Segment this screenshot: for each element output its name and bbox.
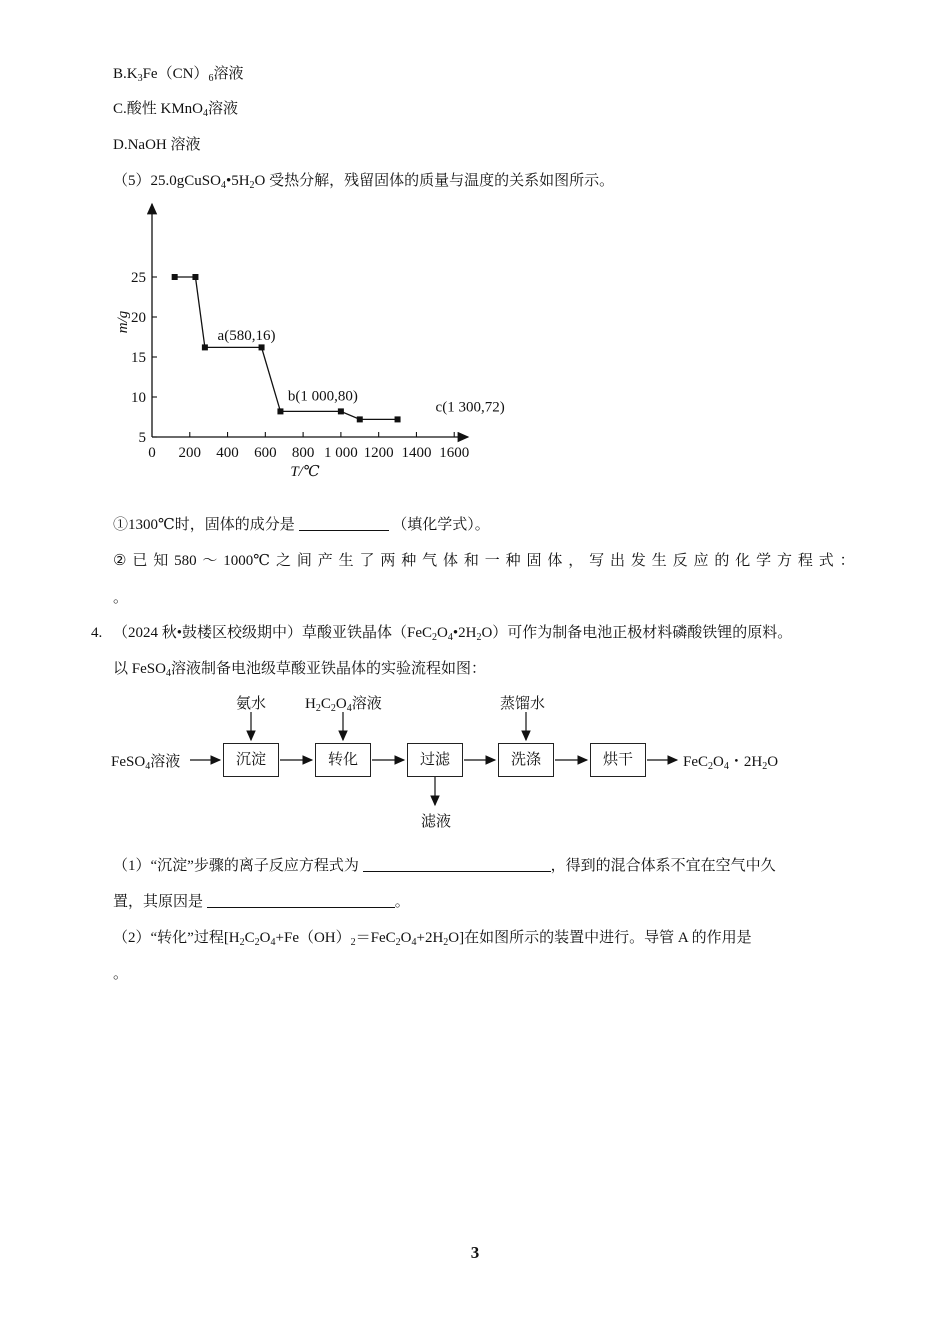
data-point <box>357 416 363 422</box>
data-point <box>338 408 344 414</box>
sub2-char: 气 <box>422 553 438 569</box>
question-4-2-line1: （2）“转化”过程$[H_2C_2O_4+Fe(OH)_2=FeC_2O_4+2H_2O]$在如图所示的装置中进行。导管 A 的作用是 <box>113 930 752 948</box>
sub2-char: 已 <box>132 553 148 569</box>
sub2-char: 了 <box>359 553 375 569</box>
y-tick-label: 5 <box>138 430 146 446</box>
sub2-char: 产 <box>317 553 333 569</box>
question-5-sub2 <box>113 551 855 571</box>
sub2-char: 之 <box>275 553 291 569</box>
step-wash: 洗涤 <box>498 743 554 777</box>
x-tick-label: 1600 <box>439 445 470 461</box>
question-4-1-line1: （1）“沉淀”步骤的离子反应方程式为 ，得到的混合体系不宜在空气中久 <box>113 858 776 874</box>
flow-start: FeSO$_4$溶液 <box>111 754 181 772</box>
sub2-char: 两 <box>380 553 396 569</box>
sub2-char: 发 <box>630 553 646 569</box>
x-tick-label: 200 <box>178 445 202 461</box>
x-tick-label: 0 <box>148 445 156 461</box>
data-point <box>277 408 283 414</box>
page-number: 3 <box>470 1243 480 1262</box>
sub2-char: 式 <box>818 553 834 569</box>
data-point <box>172 274 178 280</box>
option-d: D.NaOH 溶液 <box>113 137 201 153</box>
sub2-char: 体 <box>442 553 458 569</box>
question-4-1-line2: 置，其原因是 。 <box>113 894 410 910</box>
sub2-char: 程 <box>797 553 813 569</box>
sub2-char: 和 <box>463 553 479 569</box>
mass-temperature-chart <box>110 200 505 485</box>
step-filter: 过滤 <box>407 743 463 777</box>
sub2-char: ～ <box>202 553 218 569</box>
data-point <box>259 344 265 350</box>
sub2-char: 种 <box>505 553 521 569</box>
answer-blank-1[interactable] <box>299 516 389 531</box>
sub2-char: 出 <box>609 553 625 569</box>
data-point <box>192 274 198 280</box>
output-filtrate: 滤液 <box>421 814 452 830</box>
sub2-char: 应 <box>693 553 709 569</box>
y-tick-label: 10 <box>131 390 146 406</box>
y-axis-label: m/g <box>115 310 131 334</box>
question-4-stem-line2: 以 FeSO$_4$溶液制备电池级草酸亚铁晶体的实验流程如图： <box>113 661 486 679</box>
x-tick-label: 600 <box>254 445 277 461</box>
x-axis-label: T/℃ <box>290 464 320 480</box>
answer-blank-3[interactable] <box>207 893 395 908</box>
sub2-char: 体 <box>547 553 563 569</box>
point-annotation: a(580,16) <box>217 328 276 344</box>
sub2-char: 580 <box>174 553 197 569</box>
step-precipitate: 沉淀 <box>223 743 279 777</box>
x-tick-label: 400 <box>216 445 239 461</box>
question-4-2-end: 。 <box>113 966 129 982</box>
sub2-char: 化 <box>735 553 751 569</box>
question-4-stem-line1: （2024 秋•鼓楼区校级期中）草酸亚铁晶体$(FeC_2O_4•2H_2O)$可作为制备电池正极材料磷酸铁锂的原料。 <box>113 625 793 643</box>
sub2-char: 种 <box>401 553 417 569</box>
sub2-char: 写 <box>589 553 605 569</box>
sub2-char: 间 <box>296 553 312 569</box>
data-point <box>395 416 401 422</box>
sub2-char: ： <box>839 553 855 569</box>
input-ammonia: 氨水 <box>236 696 267 712</box>
option-b: $B.K_3Fe(CN)_6$溶液 <box>113 66 244 84</box>
y-tick-label: 25 <box>131 270 146 286</box>
sub2-char: ， <box>568 553 584 569</box>
question-5-stem: $(5)25.0gCuSO_4•5H_2O$ 受热分解，残留固体的质量与温度的关系如图所示。 <box>113 173 615 191</box>
sub2-char: 方 <box>776 553 792 569</box>
x-tick-label: 1 000 <box>324 445 358 461</box>
option-c: C.酸性 KMnO$_4$溶液 <box>113 101 239 119</box>
sub2-char: 学 <box>756 553 772 569</box>
sub2-char: 生 <box>338 553 354 569</box>
input-distilled-water: 蒸馏水 <box>500 696 546 712</box>
question-4-number: 4. <box>91 625 103 641</box>
x-tick-label: 1400 <box>401 445 432 461</box>
x-tick-label: 1200 <box>363 445 394 461</box>
question-5-end: 。 <box>113 590 129 606</box>
sub2-char: 生 <box>651 553 667 569</box>
answer-blank-2[interactable] <box>363 857 551 872</box>
flow-product: $FeC_2O_4$・$2H_2O$ <box>683 754 779 772</box>
sub2-char: 知 <box>153 553 169 569</box>
sub2-char: 一 <box>484 553 500 569</box>
point-annotation: b(1 000,80) <box>287 388 358 405</box>
y-tick-label: 20 <box>131 310 146 326</box>
question-5-sub1: ①1300℃时，固体的成分是 （填化学式）。 <box>113 517 490 533</box>
x-tick-label: 800 <box>291 445 315 461</box>
data-point <box>202 344 208 350</box>
input-oxalic-acid: $H_2C_2O_4$溶液 <box>305 696 382 714</box>
sub2-char: 的 <box>714 553 730 569</box>
sub2-char: ② <box>113 553 127 569</box>
sub2-char: 反 <box>672 553 688 569</box>
step-convert: 转化 <box>315 743 371 777</box>
series-line <box>175 277 398 419</box>
sub2-char: 1000℃ <box>223 553 271 569</box>
step-dry: 烘干 <box>590 743 646 777</box>
sub2-char: 固 <box>526 553 542 569</box>
point-annotation: c(1 300,72) <box>435 399 505 416</box>
y-tick-label: 15 <box>131 350 146 366</box>
